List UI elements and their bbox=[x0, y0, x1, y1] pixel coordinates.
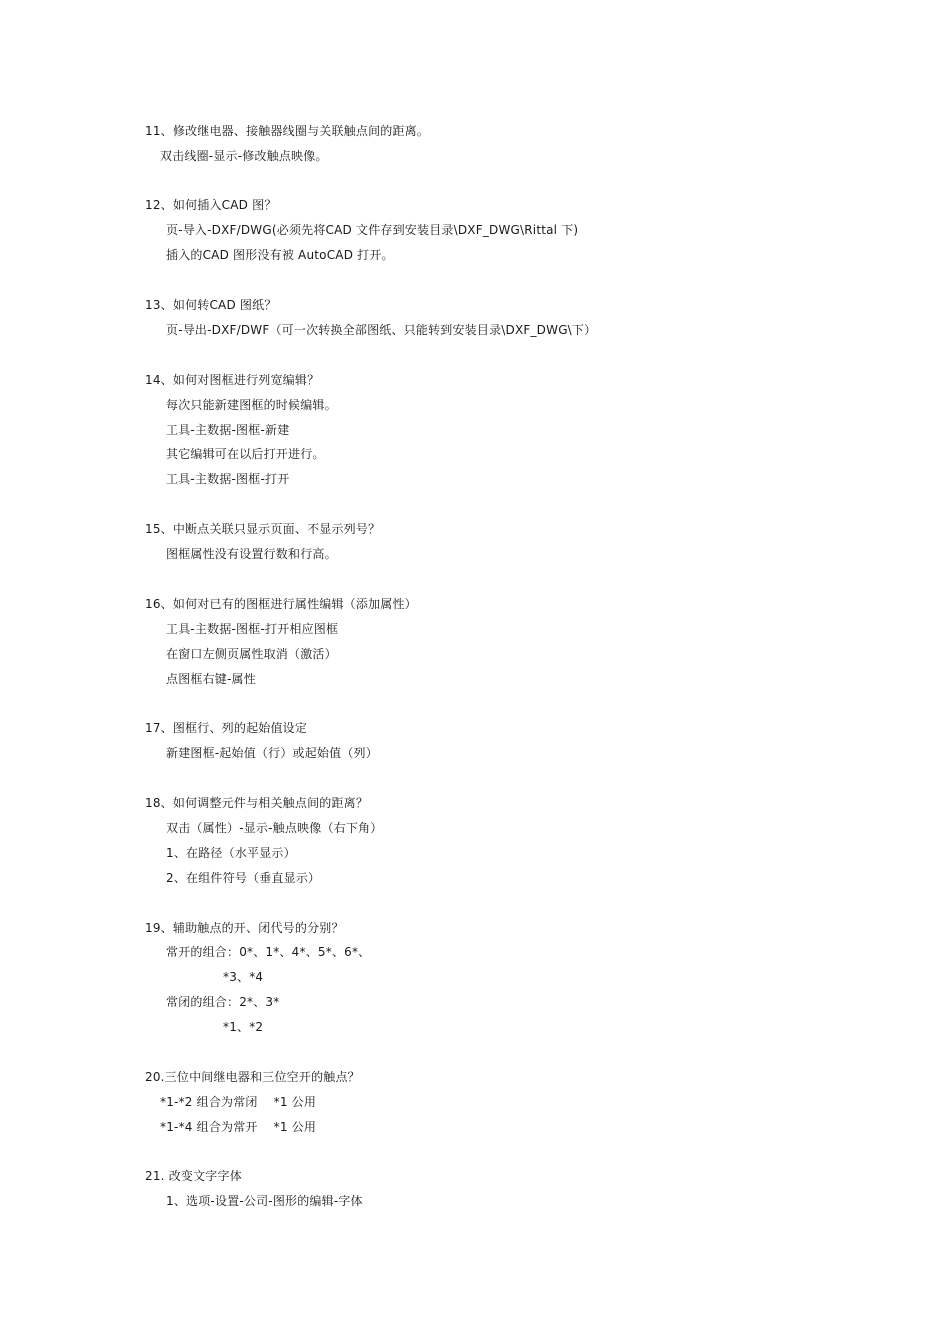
text-line: 双击线圈-显示-修改触点映像。 bbox=[160, 149, 328, 163]
text-line: 工具-主数据-图框-打开相应图框 bbox=[166, 622, 339, 636]
heading-21: 21. 改变文字字体 bbox=[145, 1169, 242, 1183]
text-line: 双击（属性）-显示-触点映像（右下角） bbox=[166, 821, 383, 835]
heading-11: 11、修改继电器、接触器线圈与关联触点间的距离。 bbox=[145, 124, 430, 138]
text-line: 常闭的组合：2*、3* bbox=[166, 995, 280, 1009]
heading-14: 14、如何对图框进行列宽编辑？ bbox=[145, 373, 320, 387]
text-line: 1、在路径（水平显示） bbox=[166, 846, 296, 860]
text-line: 在窗口左侧页属性取消（激活） bbox=[166, 647, 337, 661]
text-line: *3、*4 bbox=[223, 970, 264, 984]
heading-15: 15、中断点关联只显示页面、不显示列号？ bbox=[145, 522, 381, 536]
text-line: 工具-主数据-图框-新建 bbox=[166, 423, 290, 437]
text-line: *1-*2 组合为常闭 *1 公用 bbox=[160, 1095, 317, 1109]
text-line: 1、选项-设置-公司-图形的编辑-字体 bbox=[166, 1194, 363, 1208]
text-line: 常开的组合：0*、1*、4*、5*、6*、 bbox=[166, 945, 371, 959]
heading-18: 18、如何调整元件与相关触点间的距离？ bbox=[145, 796, 369, 810]
text-line: 每次只能新建图框的时候编辑。 bbox=[166, 398, 337, 412]
text-line: 2、在组件符号（垂直显示） bbox=[166, 871, 321, 885]
text-line: 新建图框-起始值（行）或起始值（列） bbox=[166, 746, 378, 760]
text-line: 页-导入-DXF/DWG(必须先将CAD 文件存到安装目录\DXF_DWG\Rittal 下) bbox=[166, 223, 579, 237]
heading-17: 17、图框行、列的起始值设定 bbox=[145, 721, 308, 735]
text-line: 工具-主数据-图框-打开 bbox=[166, 472, 290, 486]
heading-12: 12、如何插入CAD 图？ bbox=[145, 198, 277, 212]
heading-20: 20.三位中间继电器和三位空开的触点？ bbox=[145, 1070, 360, 1084]
heading-13: 13、如何转CAD 图纸？ bbox=[145, 298, 277, 312]
text-line: 图框属性没有设置行数和行高。 bbox=[166, 547, 337, 561]
text-line: 其它编辑可在以后打开进行。 bbox=[166, 447, 325, 461]
heading-19: 19、辅助触点的开、闭代号的分别？ bbox=[145, 921, 344, 935]
text-line: 点图框右键-属性 bbox=[166, 672, 256, 686]
text-line: 插入的CAD 图形没有被 AutoCAD 打开。 bbox=[166, 248, 394, 262]
text-line: *1-*4 组合为常开 *1 公用 bbox=[160, 1120, 317, 1134]
heading-16: 16、如何对已有的图框进行属性编辑（添加属性） bbox=[145, 597, 417, 611]
text-line: *1、*2 bbox=[223, 1020, 264, 1034]
text-line: 页-导出-DXF/DWF（可一次转换全部图纸、只能转到安装目录\DXF_DWG\下） bbox=[166, 323, 597, 337]
